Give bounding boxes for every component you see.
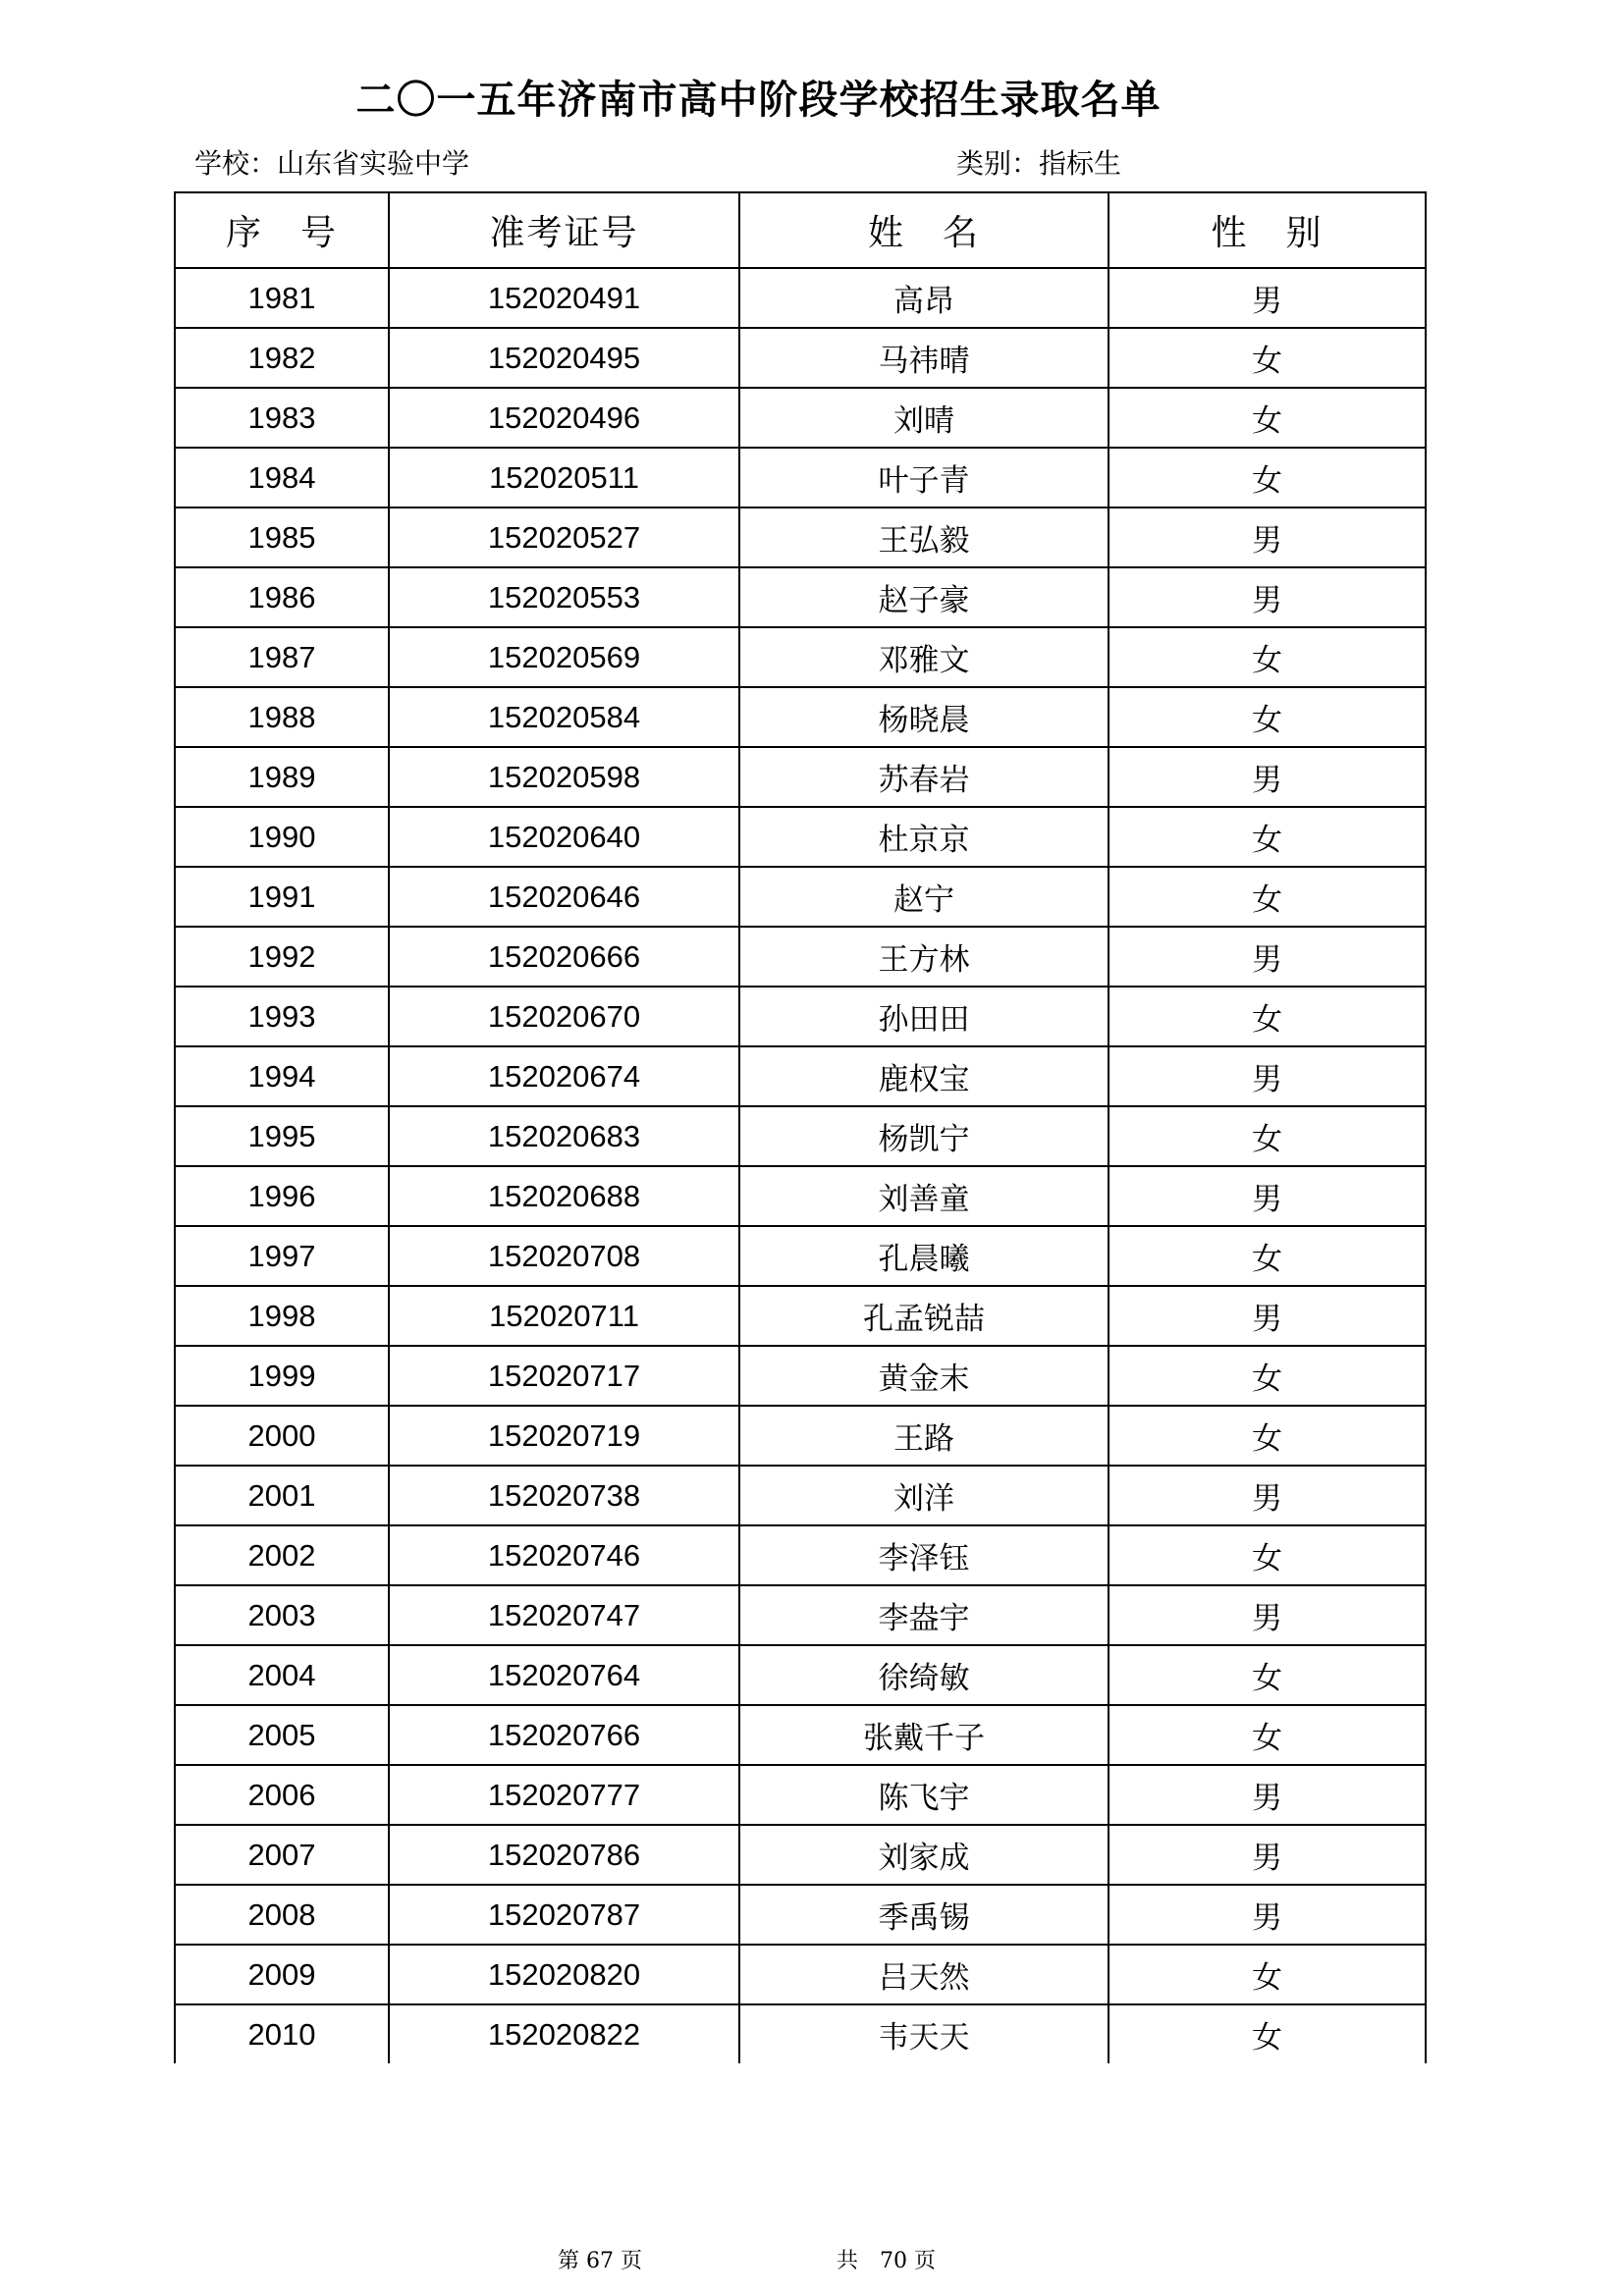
exam-id-cell: 152020683 [389,1106,739,1166]
seq-cell: 2005 [175,1705,389,1765]
gender-cell: 女 [1109,1406,1426,1466]
exam-id-cell: 152020822 [389,2004,739,2063]
name-cell: 邓雅文 [739,627,1109,687]
name-cell: 韦天天 [739,2004,1109,2063]
seq-cell: 2010 [175,2004,389,2063]
gender-cell: 女 [1109,1525,1426,1585]
header-name: 姓 名 [739,192,1109,268]
exam-id-cell: 152020496 [389,388,739,448]
exam-id-cell: 152020711 [389,1286,739,1346]
gender-cell: 女 [1109,807,1426,867]
exam-id-cell: 152020640 [389,807,739,867]
name-cell: 杜京京 [739,807,1109,867]
table-row [175,1645,1426,1705]
header-seq: 序 号 [175,192,389,268]
table-row [175,1106,1426,1166]
exam-id-cell: 152020738 [389,1466,739,1525]
table-body [175,268,1426,2063]
name-cell: 刘家成 [739,1825,1109,1885]
gender-cell: 女 [1109,687,1426,747]
gender-cell: 女 [1109,867,1426,927]
gender-cell: 男 [1109,1585,1426,1645]
name-cell: 季禹锡 [739,1885,1109,1945]
school-label: 学校： [194,147,278,180]
table-row [175,1765,1426,1825]
seq-cell: 1997 [175,1226,389,1286]
table-row [175,1346,1426,1406]
seq-cell: 1991 [175,867,389,927]
exam-id-cell: 152020766 [389,1705,739,1765]
name-cell: 马祎晴 [739,328,1109,388]
exam-id-cell: 152020598 [389,747,739,807]
seq-cell: 1986 [175,567,389,627]
category-info [956,142,1121,182]
table-row [175,1046,1426,1106]
gender-cell: 女 [1109,1945,1426,2004]
name-cell: 刘晴 [739,388,1109,448]
seq-cell: 2007 [175,1825,389,1885]
seq-cell: 1996 [175,1166,389,1226]
table-row [175,1466,1426,1525]
table-row [175,627,1426,687]
seq-cell: 1993 [175,987,389,1046]
exam-id-cell: 152020553 [389,567,739,627]
table-row [175,388,1426,448]
gender-cell: 女 [1109,1705,1426,1765]
table-row [175,507,1426,567]
table-row [175,448,1426,507]
table-row [175,747,1426,807]
table-row [175,807,1426,867]
exam-id-cell: 152020674 [389,1046,739,1106]
gender-cell: 男 [1109,268,1426,328]
table-row [175,1705,1426,1765]
name-cell: 孔晨曦 [739,1226,1109,1286]
table-row [175,1825,1426,1885]
table-row [175,1286,1426,1346]
seq-cell: 1992 [175,927,389,987]
name-cell: 张戴千子 [739,1705,1109,1765]
name-cell: 黄金末 [739,1346,1109,1406]
name-cell: 孔孟锐喆 [739,1286,1109,1346]
seq-cell: 2006 [175,1765,389,1825]
admission-table [174,191,1427,2063]
exam-id-cell: 152020708 [389,1226,739,1286]
table-row [175,1945,1426,2004]
table-row [175,687,1426,747]
seq-cell: 1994 [175,1046,389,1106]
gender-cell: 女 [1109,987,1426,1046]
category-label: 类别： [956,147,1040,180]
gender-cell: 男 [1109,1166,1426,1226]
exam-id-cell: 152020584 [389,687,739,747]
seq-cell: 2001 [175,1466,389,1525]
school-info [194,142,469,182]
seq-cell: 1984 [175,448,389,507]
seq-cell: 2003 [175,1585,389,1645]
gender-cell: 女 [1109,1106,1426,1166]
gender-cell: 男 [1109,1825,1426,1885]
page-number: 第 67 页 [558,2249,642,2273]
name-cell: 刘洋 [739,1466,1109,1525]
gender-cell: 男 [1109,1885,1426,1945]
table-row [175,1406,1426,1466]
seq-cell: 1995 [175,1106,389,1166]
name-cell: 王方林 [739,927,1109,987]
table-row [175,987,1426,1046]
exam-id-cell: 152020717 [389,1346,739,1406]
exam-id-cell: 152020820 [389,1945,739,2004]
name-cell: 徐绮敏 [739,1645,1109,1705]
seq-cell: 1981 [175,268,389,328]
seq-cell: 2000 [175,1406,389,1466]
seq-cell: 1989 [175,747,389,807]
seq-cell: 2004 [175,1645,389,1705]
name-cell: 赵子豪 [739,567,1109,627]
seq-cell: 1987 [175,627,389,687]
exam-id-cell: 152020747 [389,1585,739,1645]
seq-cell: 1982 [175,328,389,388]
exam-id-cell: 152020777 [389,1765,739,1825]
gender-cell: 男 [1109,567,1426,627]
seq-cell: 2009 [175,1945,389,2004]
exam-id-cell: 152020491 [389,268,739,328]
header-gender: 性 别 [1109,192,1426,268]
table-row [175,328,1426,388]
name-cell: 孙田田 [739,987,1109,1046]
seq-cell: 2008 [175,1885,389,1945]
exam-id-cell: 152020666 [389,927,739,987]
seq-cell: 1999 [175,1346,389,1406]
page-title: 二〇一五年济南市高中阶段学校招生录取名单 [355,78,1162,123]
table-row [175,1525,1426,1585]
name-cell: 赵宁 [739,867,1109,927]
gender-cell: 女 [1109,328,1426,388]
name-cell: 高昂 [739,268,1109,328]
name-cell: 叶子青 [739,448,1109,507]
name-cell: 苏春岩 [739,747,1109,807]
gender-cell: 女 [1109,2004,1426,2063]
name-cell: 鹿权宝 [739,1046,1109,1106]
name-cell: 刘善童 [739,1166,1109,1226]
table-row [175,268,1426,328]
gender-cell: 男 [1109,1765,1426,1825]
exam-id-cell: 152020646 [389,867,739,927]
name-cell: 李泽钰 [739,1525,1109,1585]
table-row [175,1885,1426,1945]
name-cell: 杨晓晨 [739,687,1109,747]
table-row [175,2004,1426,2063]
exam-id-cell: 152020746 [389,1525,739,1585]
gender-cell: 男 [1109,507,1426,567]
header-exam-id: 准考证号 [389,192,739,268]
exam-id-cell: 152020495 [389,328,739,388]
gender-cell: 男 [1109,1046,1426,1106]
seq-cell: 1990 [175,807,389,867]
name-cell: 李盎宇 [739,1585,1109,1645]
gender-cell: 女 [1109,448,1426,507]
exam-id-cell: 152020670 [389,987,739,1046]
seq-cell: 1998 [175,1286,389,1346]
name-cell: 陈飞宇 [739,1765,1109,1825]
gender-cell: 女 [1109,1645,1426,1705]
school-name: 山东省实验中学 [277,147,470,180]
exam-id-cell: 152020688 [389,1166,739,1226]
seq-cell: 1988 [175,687,389,747]
table-row [175,927,1426,987]
exam-id-cell: 152020787 [389,1885,739,1945]
table-row [175,867,1426,927]
exam-id-cell: 152020569 [389,627,739,687]
seq-cell: 1985 [175,507,389,567]
table-row [175,1585,1426,1645]
page-total: 共 70 页 [837,2249,936,2273]
table-row [175,1226,1426,1286]
seq-cell: 2002 [175,1525,389,1585]
exam-id-cell: 152020511 [389,448,739,507]
table-header-row [175,192,1426,268]
gender-cell: 男 [1109,747,1426,807]
table-row [175,567,1426,627]
exam-id-cell: 152020527 [389,507,739,567]
exam-id-cell: 152020786 [389,1825,739,1885]
name-cell: 王路 [739,1406,1109,1466]
table-row [175,1166,1426,1226]
gender-cell: 女 [1109,1226,1426,1286]
exam-id-cell: 152020719 [389,1406,739,1466]
exam-id-cell: 152020764 [389,1645,739,1705]
gender-cell: 女 [1109,388,1426,448]
gender-cell: 男 [1109,927,1426,987]
category-name: 指标生 [1039,147,1122,180]
name-cell: 杨凯宁 [739,1106,1109,1166]
seq-cell: 1983 [175,388,389,448]
gender-cell: 女 [1109,627,1426,687]
name-cell: 吕天然 [739,1945,1109,2004]
gender-cell: 男 [1109,1286,1426,1346]
gender-cell: 男 [1109,1466,1426,1525]
name-cell: 王弘毅 [739,507,1109,567]
gender-cell: 女 [1109,1346,1426,1406]
